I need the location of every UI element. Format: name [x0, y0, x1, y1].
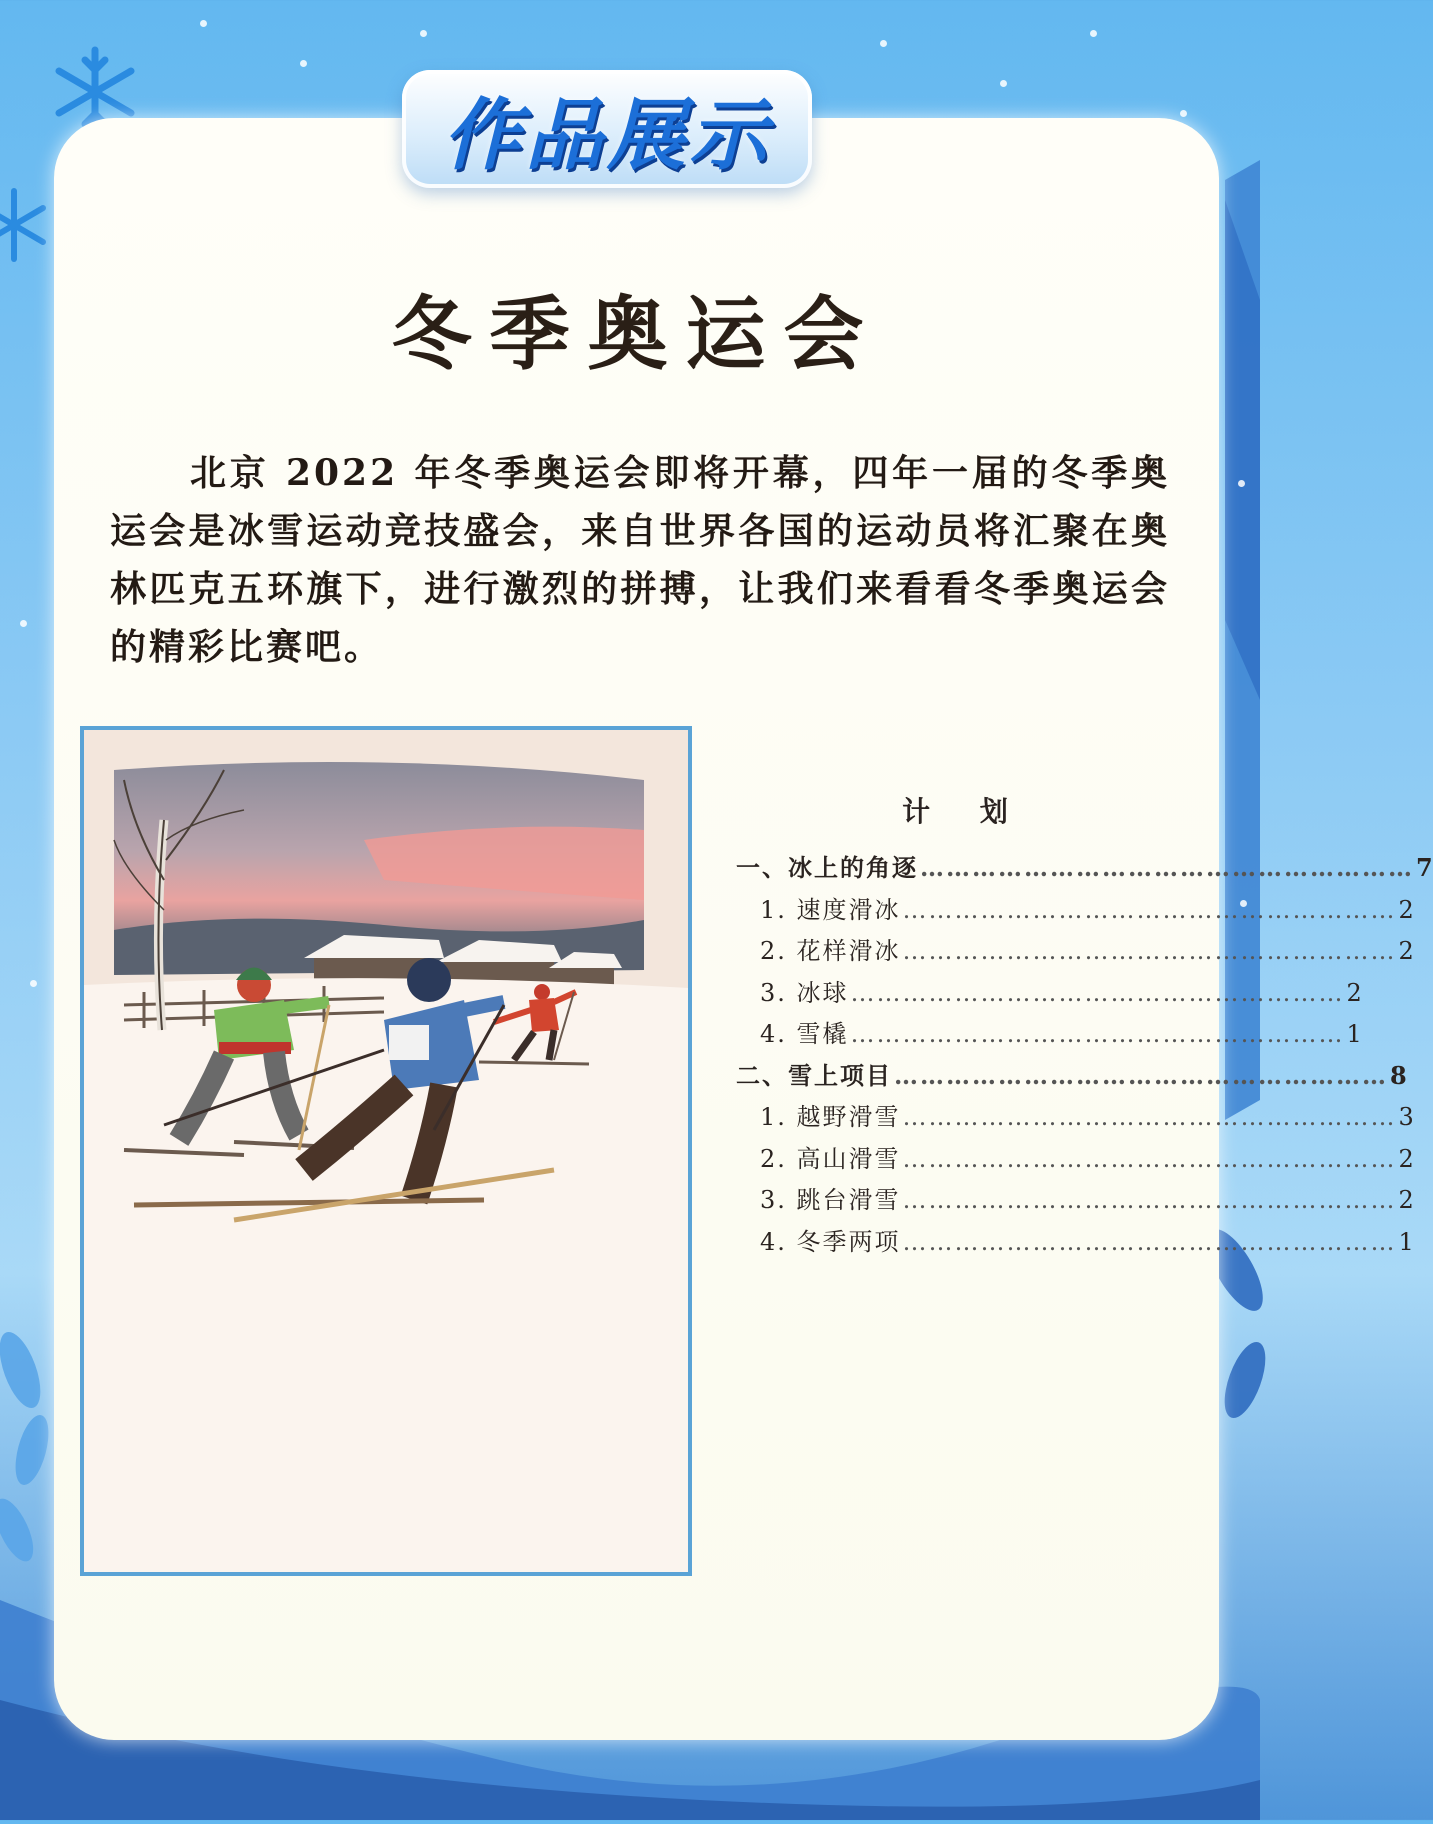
toc-item: 3. 跳台滑雪 ………………………………………………… 2 — [760, 1186, 1414, 1214]
intro-paragraph: 北京 2022 年冬季奥运会即将开幕，四年一届的冬季奥运会是冰雪运动竞技盛会，来自世界各国的运动员将汇聚在奥林匹克五环旗下，进行激烈的拼搏，让我们来看看冬季奥运会的精彩比赛吧。 — [110, 452, 1170, 668]
table-of-contents — [730, 790, 1433, 1263]
toc-section-ice: 一、冰上的角逐 ………………………………………………… 7 — [736, 853, 1433, 882]
leaf-decoration-icon — [0, 1327, 55, 1567]
toc-item: 3. 冰球 ………………………………………………… 2 — [760, 978, 1362, 1007]
toc-item: 4. 冬季两项 ………………………………………………… 1 — [760, 1227, 1414, 1256]
toc-item: 2. 花样滑冰 ………………………………………………… 2 — [760, 937, 1414, 965]
toc-section-snow: 二、雪上项目 ………………………………………………… 8 — [736, 1060, 1407, 1090]
toc-item: 1. 越野滑雪 ………………………………………………… 3 — [760, 1103, 1414, 1131]
toc-item: 4. 雪橇 ………………………………………………… 1 — [760, 1020, 1362, 1048]
skiing-illustration — [80, 726, 692, 1576]
snowflake-icon — [0, 191, 43, 259]
toc-item: 1. 速度滑冰 ………………………………………………… 2 — [760, 895, 1414, 924]
toc-item: 2. 高山滑雪 ………………………………………………… 2 — [760, 1144, 1414, 1173]
toc-title: 计 划 — [902, 795, 1028, 828]
badge-title: 作品展示 — [442, 91, 771, 181]
children-skiing-illustration — [84, 730, 688, 1572]
page-title: 冬季奥运会 — [391, 287, 882, 381]
header-badge — [402, 70, 812, 188]
